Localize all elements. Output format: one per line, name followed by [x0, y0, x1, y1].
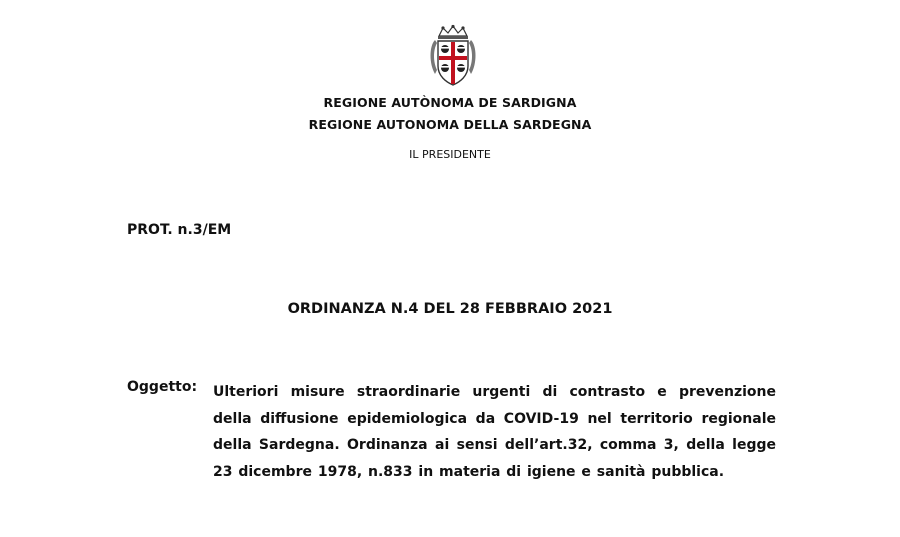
sardinia-coat-of-arms-icon: [427, 24, 479, 88]
document-title: ORDINANZA N.4 DEL 28 FEBBRAIO 2021: [287, 301, 613, 317]
subject-label: Oggetto:: [127, 379, 198, 395]
subject-text: Ulteriori misure straordinarie urgenti di contrasto e prevenzione della diffusione epidemiologica da COVID-19 nel territorio regionale della Sardegna. Ordinanza ai sensi dell’art.32, comma 3, della legge 23 dicembre 1978, n.833 in materia di igiene e sanità pubblica.: [213, 384, 776, 480]
region-name-sardinian: REGIONE AUTÒNOMA DE SARDIGNA: [323, 95, 577, 110]
protocol-number: PROT. n.3/EM: [127, 222, 232, 238]
region-name-italian: REGIONE AUTONOMA DELLA SARDEGNA: [308, 117, 592, 132]
office-title: IL PRESIDENTE: [409, 148, 491, 161]
